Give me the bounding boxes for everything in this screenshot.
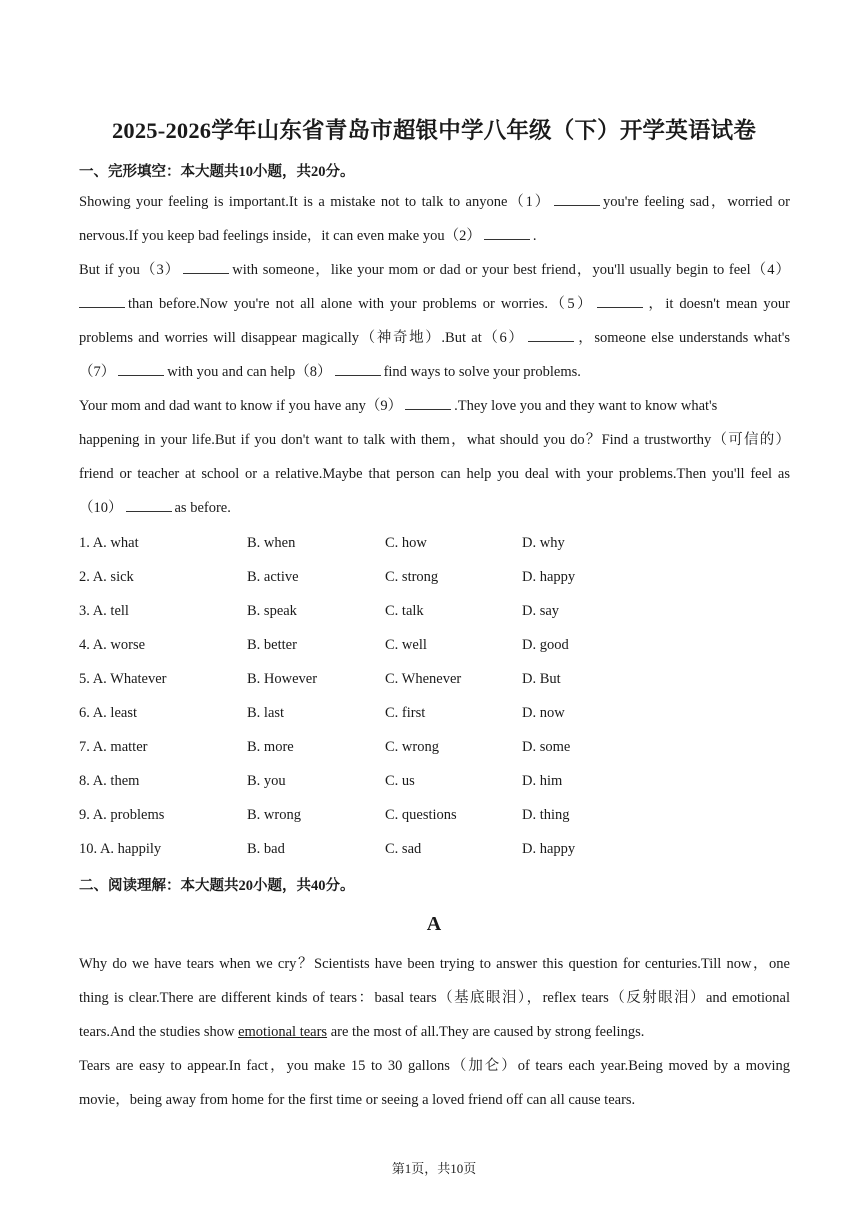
passage-text: nervous.If you keep bad feelings inside，it can even make you（2） [79, 228, 481, 244]
answer-blank [126, 499, 172, 512]
passage-line [79, 362, 790, 382]
answer-blank [405, 397, 451, 410]
passage-text: But if you（3） [79, 262, 181, 278]
option-d: D. happy [522, 569, 576, 585]
passage-line: Tears are easy to appear.In fact，you make 15 to 30 gallons（加仑）of tears each year.Being moved by a moving [79, 1058, 790, 1074]
option-a: 2. A. sick [79, 569, 134, 585]
answer-blank [335, 363, 381, 376]
option-a: 1. A. what [79, 535, 139, 551]
option-c: C. questions [385, 807, 457, 823]
option-c: C. well [385, 637, 427, 653]
option-c: C. Whenever [385, 671, 462, 687]
answer-blank [528, 329, 574, 342]
passage-text: （7） [79, 364, 116, 380]
option-c: C. strong [385, 569, 439, 585]
passage-line [79, 328, 790, 348]
option-b: B. last [247, 705, 285, 721]
passage-text: as before. [174, 500, 231, 516]
passage-line [79, 226, 790, 246]
passage-line [79, 192, 790, 212]
passage-line [79, 498, 790, 518]
option-d: D. him [522, 773, 563, 789]
passage-text: are the most of all.They are caused by strong feelings. [327, 1024, 645, 1040]
option-b: B. However [247, 671, 318, 687]
option-d: D. But [522, 671, 561, 687]
option-a: 6. A. least [79, 705, 137, 721]
passage-line: friend or teacher at school or a relative.Maybe that person can help you deal with your problems.Then you'll feel as [79, 466, 790, 482]
option-d: D. good [522, 637, 569, 653]
option-b: B. active [247, 569, 299, 585]
passage-text: . [532, 228, 537, 244]
option-b: B. bad [247, 841, 285, 857]
option-a: 4. A. worse [79, 637, 146, 653]
passage-text: problems and worries will disappear magically（神奇地）.But at（6） [79, 330, 525, 346]
option-c: C. wrong [385, 739, 439, 755]
passage-text: tears.And the studies show [79, 1024, 239, 1040]
option-c: C. how [385, 535, 427, 551]
option-b: B. you [247, 773, 286, 789]
passage-text: Showing your feeling is important.It is a mistake not to talk to anyone（1） [79, 194, 552, 210]
passage-line: thing is clear.There are different kinds of tears：basal tears（基底眼泪），reflex tears（反射眼泪）and emotional [79, 990, 790, 1006]
underlined-phrase: emotional tears [238, 1024, 328, 1040]
option-b: B. more [247, 739, 294, 755]
answer-blank [118, 363, 164, 376]
option-d: D. say [522, 603, 560, 619]
exam-title: 2025-2026学年山东省青岛市超银中学八年级（下）开学英语试卷 [111, 118, 757, 143]
option-a: 9. A. problems [79, 807, 165, 823]
option-c: C. first [385, 705, 426, 721]
passage-line [79, 396, 790, 416]
option-a: 7. A. matter [79, 739, 148, 755]
passage-text: Your mom and dad want to know if you have any（9） [79, 398, 403, 414]
passage-text: you're feeling sad，worried or [603, 194, 790, 210]
section-1-heading: 一、完形填空：本大题共10小题，共20分。 [79, 164, 355, 180]
option-b: B. when [247, 535, 296, 551]
passage-text: than before.Now you're not all alone with your problems or worries.（5） [128, 296, 594, 312]
option-a: 10. A. happily [79, 841, 162, 857]
passage-text: with you and can help（8） [167, 364, 332, 380]
option-b: B. speak [247, 603, 297, 619]
answer-blank [484, 227, 530, 240]
passage-text: find ways to solve your problems. [383, 364, 581, 380]
passage-text: （10） [79, 500, 123, 516]
option-c: C. sad [385, 841, 422, 857]
passage-text: with someone，like your mom or dad or your best friend，you'll usually begin to feel（4） [232, 262, 790, 278]
passage-line: movie，being away from home for the first time or seeing a loved friend off can all cause tears. [79, 1092, 636, 1108]
passage-a-heading: A [426, 913, 442, 935]
option-a: 8. A. them [79, 773, 140, 789]
answer-blank [183, 261, 229, 274]
option-a: 3. A. tell [79, 603, 129, 619]
passage-line [79, 260, 790, 280]
answer-blank [554, 193, 600, 206]
option-d: D. some [522, 739, 571, 755]
option-c: C. talk [385, 603, 424, 619]
passage-text: ，it doesn't mean your [645, 296, 791, 312]
passage-line: happening in your life.But if you don't want to talk with them，what should you do？Find a trustworthy（可信的） [79, 432, 790, 448]
passage-line [79, 294, 790, 314]
option-d: D. now [522, 705, 565, 721]
passage-line: Why do we have tears when we cry？Scientists have been trying to answer this question for centuries.Till now，one [79, 956, 790, 972]
option-c: C. us [385, 773, 415, 789]
option-b: B. wrong [247, 807, 301, 823]
passage-text: ，someone else understands what's [576, 330, 791, 346]
option-d: D. why [522, 535, 565, 551]
option-d: D. happy [522, 841, 576, 857]
answer-blank [79, 295, 125, 308]
page-footer: 第1页，共10页 [391, 1161, 477, 1176]
section-2-heading: 二、阅读理解：本大题共20小题，共40分。 [79, 878, 355, 894]
passage-text: .They love you and they want to know what's [454, 398, 718, 414]
option-a: 5. A. Whatever [79, 671, 167, 687]
passage-line [79, 1022, 790, 1042]
option-d: D. thing [522, 807, 570, 823]
answer-blank [597, 295, 643, 308]
option-b: B. better [247, 637, 297, 653]
